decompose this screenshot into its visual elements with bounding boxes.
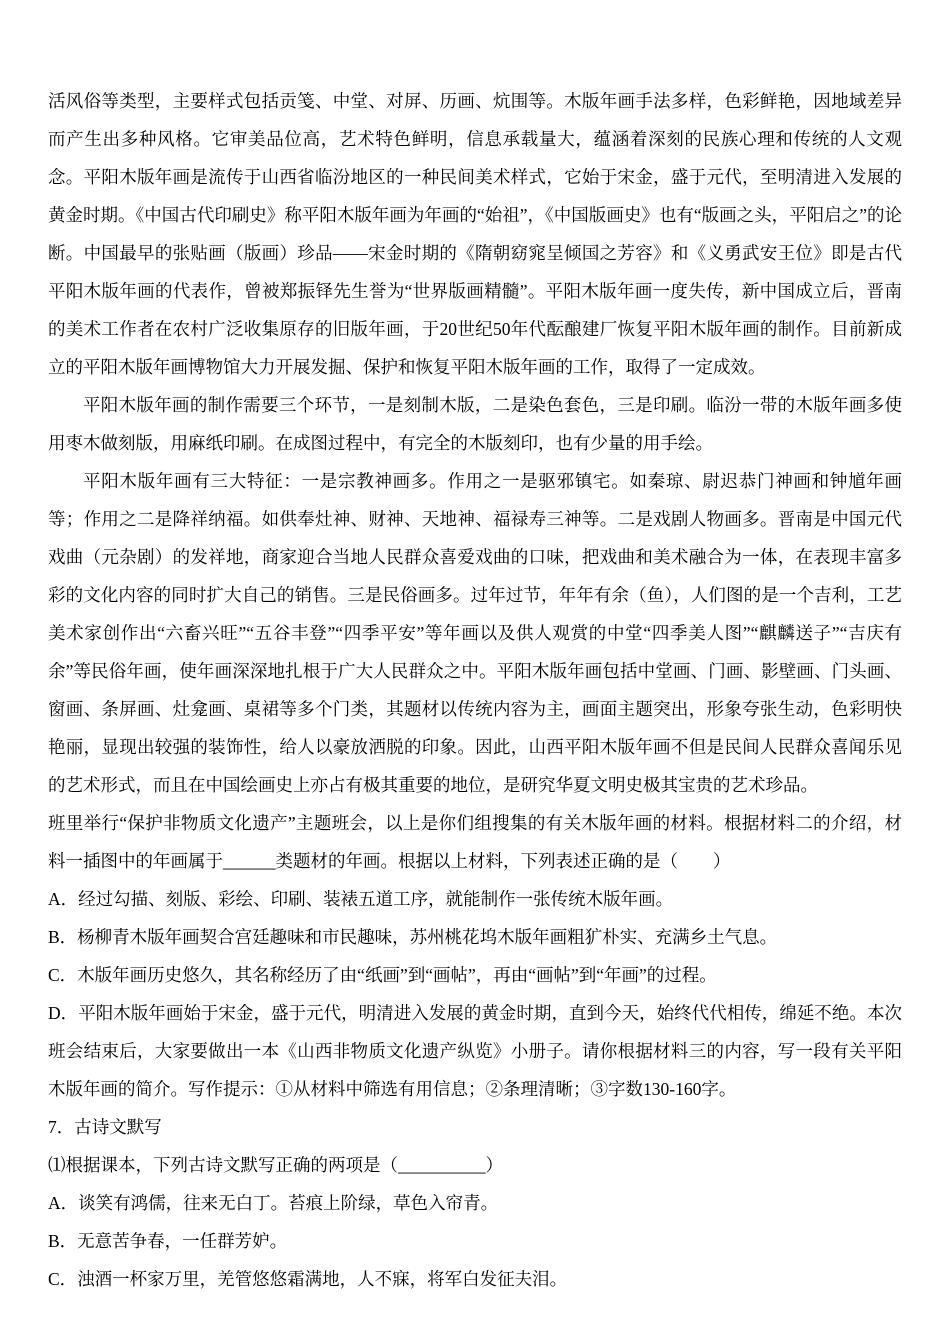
question-7-option-b: B．无意苦争春，一任群芳妒。 xyxy=(48,1231,288,1251)
body-paragraph-three-features: 平阳木版年画有三大特征：一是宗教神画多。作用之一是驱邪镇宅。如秦琼、尉迟恭门神画和钟馗年画等；作用之二是降祥纳福。如供奉灶神、财神、天地神、福禄寿三神等。二是戏剧人物画多。晋南是中国元代戏曲（元杂剧）的发祥地，商家迎合当地人民群众喜爱戏曲的口味，把戏曲和美术融合为一体，在表现丰富多彩的文化内容的同时扩大自己的销售。三是民俗画多。过年过节，年年有余（鱼），人们图的是一个吉利，工艺美术家创作出“六畜兴旺”“五谷丰登”“四季平安”等年画以及供人观赏的中堂“四季美人图”“麒麟送子”“吉庆有余”等民俗年画，使年画深深地扎根于广大人民群众之中。平阳木版年画包括中堂画、门画、影壁画、门头画、窗画、条屏画、灶龛画、桌裙等多个门类，其题材以传统内容为主，画面主题突出，形象夸张生动，色彩明快艳丽，显现出较强的装饰性，给人以豪放洒脱的印象。因此，山西平阳木版年画不但是民间人民群众喜闻乐见的艺术形式，而且在中国绘画史上亦占有极其重要的地位，是研究华夏文明史极其宝贵的艺术珍品。 xyxy=(48,471,902,795)
question-stem: 班里举行“保护非物质文化遗产”主题班会，以上是你们组搜集的有关木版年画的材料。根据材料二的介绍，材料一插图中的年画属于______类题材的年画。根据以上材料，下列表述正确的是（ ） xyxy=(48,813,902,871)
option-b: B．杨柳青木版年画契合宫廷趣味和市民趣味，苏州桃花坞木版年画粗犷朴实、充满乡土气息。 xyxy=(48,927,778,947)
question-7-part-1-prompt: ⑴根据课本，下列古诗文默写正确的两项是（__________） xyxy=(48,1155,503,1175)
option-a: A．经过勾描、刻版、彩绘、印刷、装裱五道工序，就能制作一张传统木版年画。 xyxy=(48,889,674,909)
body-paragraph-continuation: 活风俗等类型，主要样式包括贡笺、中堂、对屏、历画、炕围等。木版年画手法多样，色彩鲜艳，因地域差异而产生出多种风格。它审美品位高，艺术特色鲜明，信息承载量大，蕴涵着深刻的民族心理和传统的人文观念。平阳木版年画是流传于山西省临汾地区的一种民间美术样式，它始于宋金，盛于元代，至明清进入发展的黄金时期。《中国古代印刷史》称平阳木版年画为年画的“始祖”，《中国版画史》也有“版画之头，平阳启之”的论断。中国最早的张贴画（版画）珍品——宋金时期的《隋朝窈窕呈倾国之芳容》和《义勇武安王位》即是古代平阳木版年画的代表作，曾被郑振铎先生誉为“世界版画精髓”。平阳木版年画一度失传，新中国成立后，晋南的美术工作者在农村广泛收集原存的旧版年画，于20世纪50年代酝酿建厂恢复平阳木版年画的制作。目前新成立的平阳木版年画博物馆大力开展发掘、保护和恢复平阳木版年画的工作，取得了一定成效。 xyxy=(48,91,902,377)
body-paragraph-production-steps: 平阳木版年画的制作需要三个环节，一是刻制木版，二是染色套色，三是印刷。临汾一带的木版年画多使用枣木做刻版，用麻纸印刷。在成图过程中，有完全的木版刻印，也有少量的用手绘。 xyxy=(48,395,902,453)
question-7-title: 7．古诗文默写 xyxy=(48,1117,162,1137)
option-d: D．平阳木版年画始于宋金，盛于元代，明清进入发展的黄金时期，直到今天，始终代代相传，绵延不绝。本次班会结束后，大家要做出一本《山西非物质文化遗产纵览》小册子。请你根据材料三的内容，写一段有关平阳木版年画的简介。写作提示：①从材料中筛选有用信息；②条理清晰；③字数130-160字。 xyxy=(48,1003,902,1099)
option-c: C．木版年画历史悠久，其名称经历了由“纸画”到“画帖”，再由“画帖”到“年画”的过程。 xyxy=(48,965,717,985)
question-7-option-a: A．谈笑有鸿儒，往来无白丁。苔痕上阶绿，草色入帘青。 xyxy=(48,1193,499,1213)
question-7-option-c: C．浊酒一杯家万里，羌管悠悠霜满地，人不寐，将军白发征夫泪。 xyxy=(48,1269,568,1289)
